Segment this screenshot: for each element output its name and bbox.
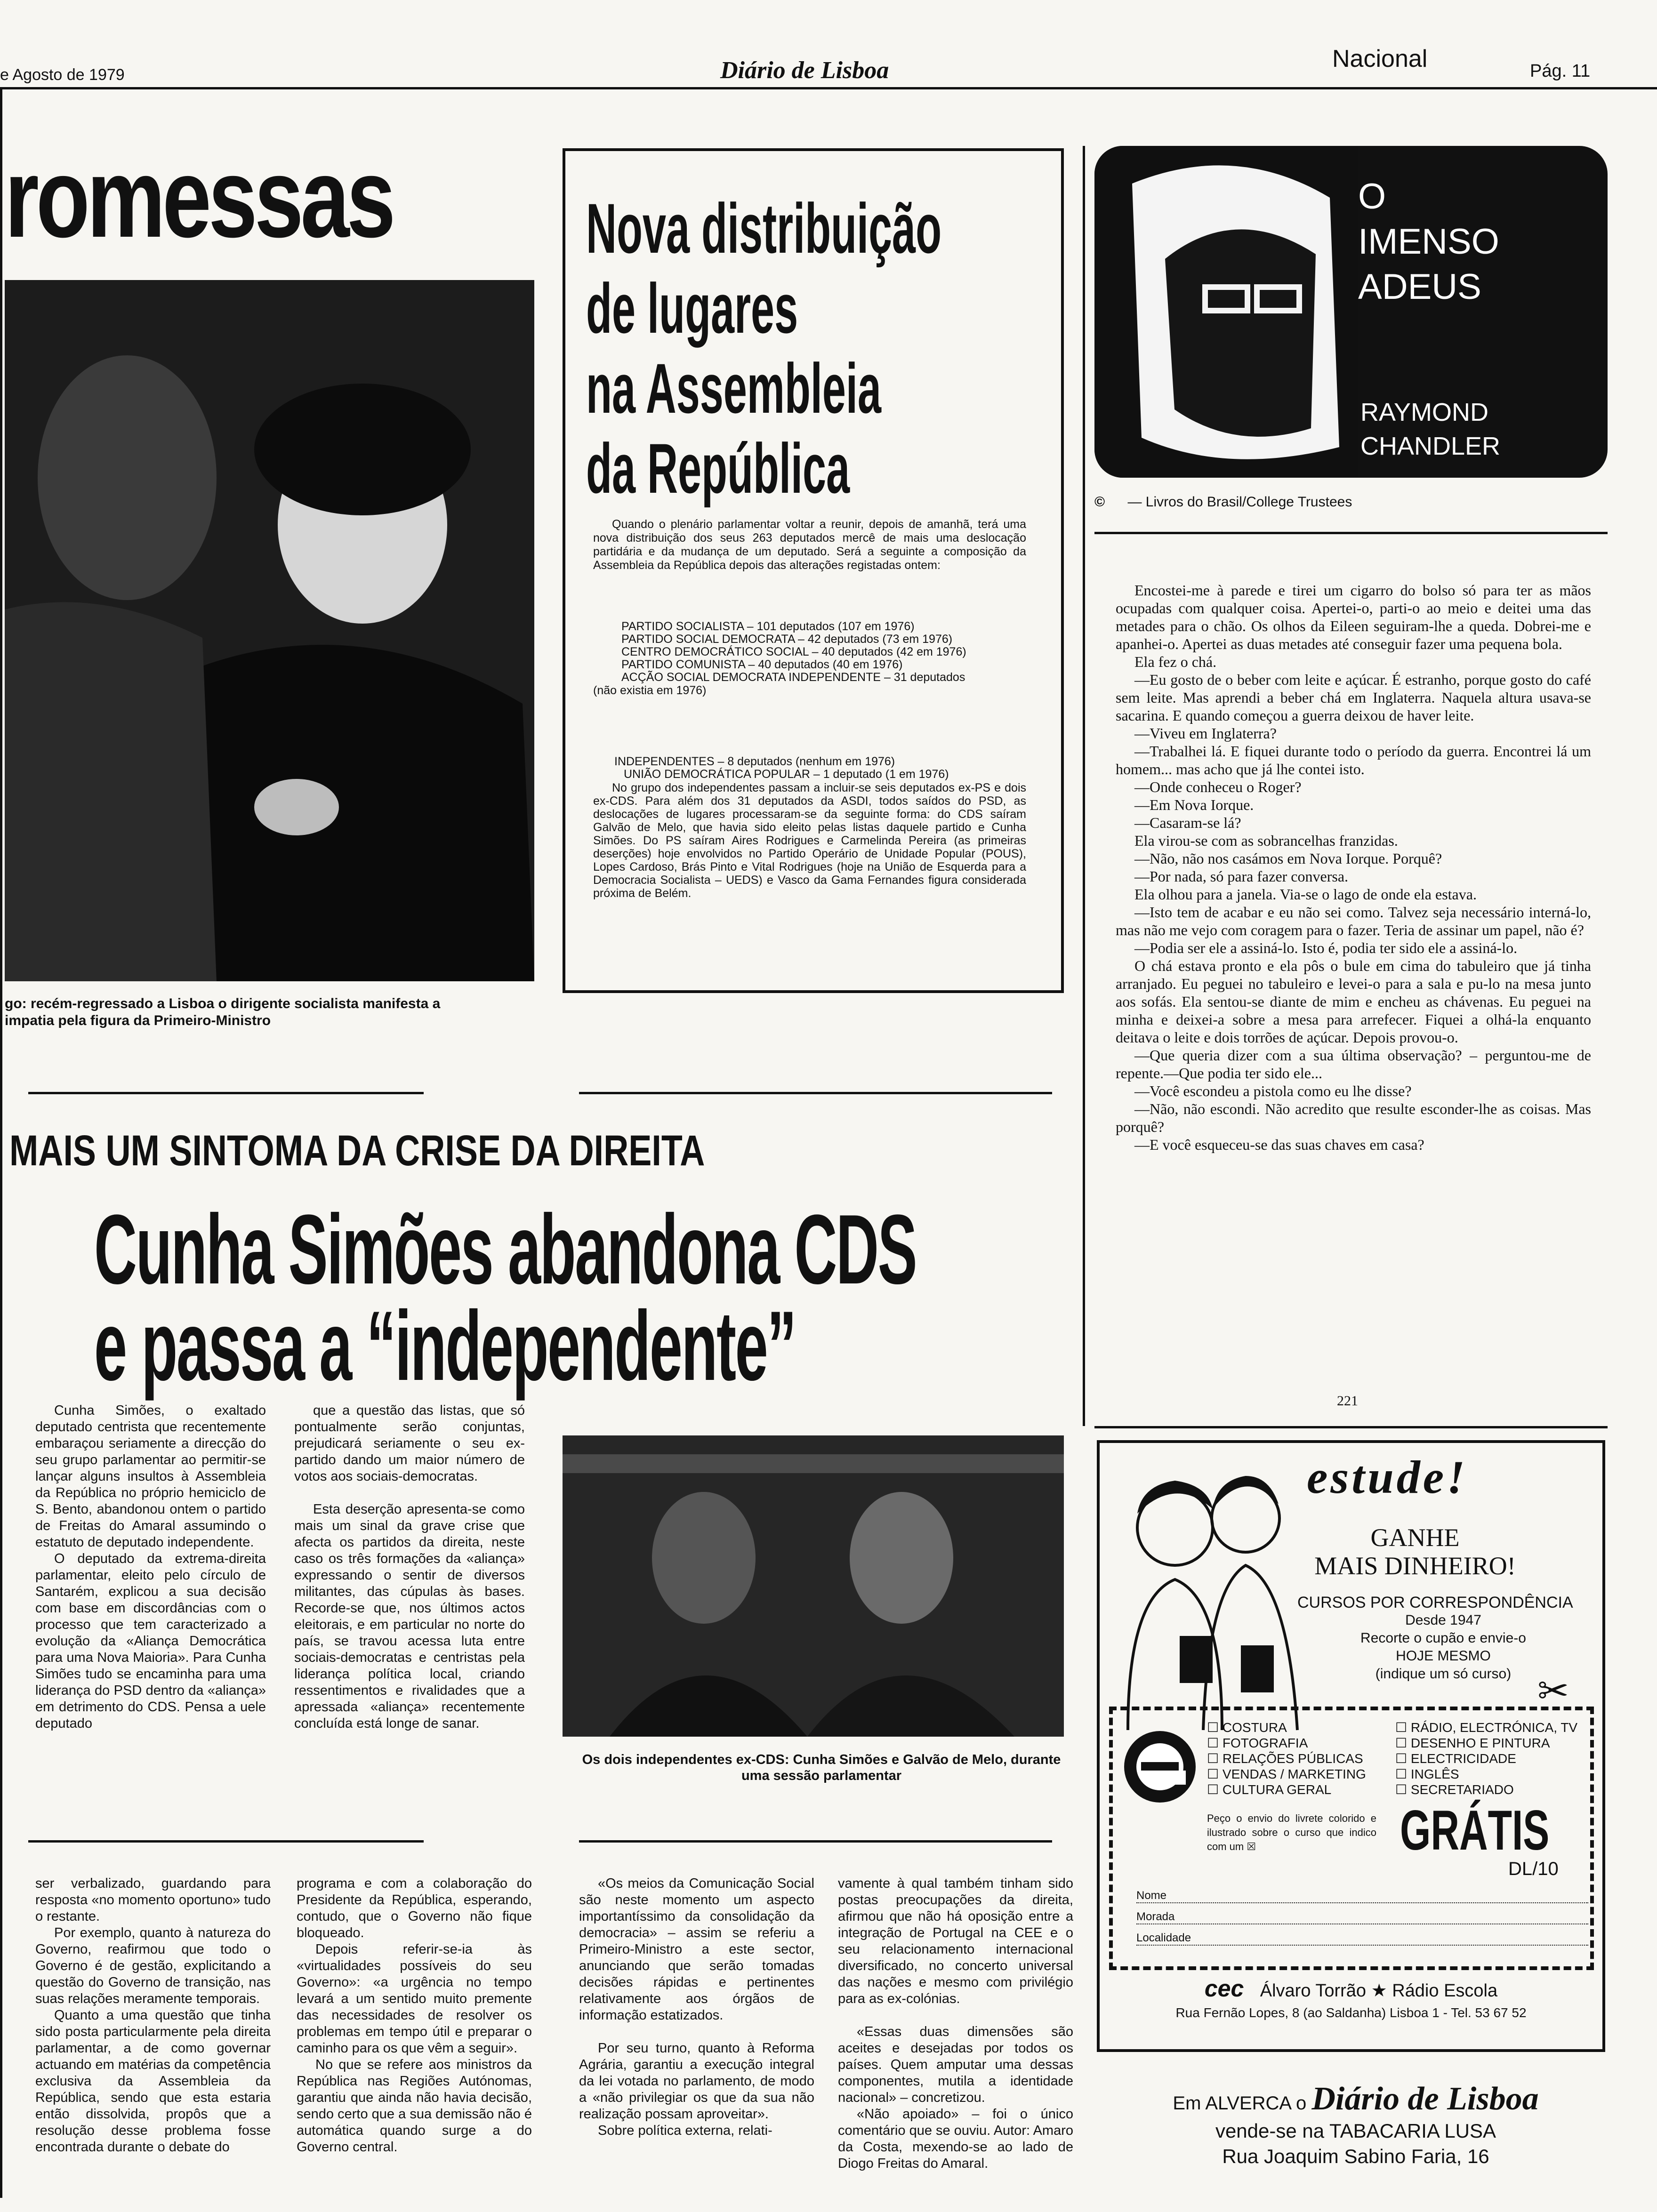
paragraph: Esta deserção apresenta-se como mais um sinal da grave crise que afecta os partidos da direita, neste caso os três formações da «aliança» expressando o sentir de diversos militantes, das cúpulas às bases. Recorde-se que, nos últimos actos eleitorais, e em particular no norte do país, se travou acessa luta entre sociais-democratas e centristas pela liderança política local, criando ressentimentos e rivalidades que a apressada «aliança» recentemente concluída está longe de sanar.	[294, 1502, 525, 1731]
left-photo	[5, 280, 534, 981]
party-list	[621, 620, 1040, 684]
page-number: Pág. 11	[1530, 61, 1591, 81]
paragraph: No que se refere aos ministros da República nas Regiões Autónomas, garantiu que ainda não havia decisão, sendo certo que a sua demissão não é automática quando surge a do Governo central.	[297, 2057, 532, 2155]
section-divider	[579, 1840, 1052, 1843]
paragraph: «Os meios da Comunicação Social são neste momento um aspecto importantíssimo da consolidação da democracia» – assim se referiu a Primeiro-Ministro a este sector, anunciando que serão tomadas decisões rápidas e pertinentes relativamente aos órgãos de informação estatizados.	[579, 1876, 814, 2023]
course-option[interactable]: ☐ CULTURA GERAL	[1207, 1782, 1332, 1797]
course-option[interactable]: ☐ VENDAS / MARKETING	[1207, 1767, 1366, 1781]
header-rule	[0, 87, 1657, 89]
name-field[interactable]	[1136, 1889, 1588, 1903]
students-illustration-icon	[1109, 1457, 1311, 1735]
sales-line: Rua Joaquim Sabino Faria, 16	[1222, 2145, 1489, 2167]
party-item: CENTRO DEMOCRÁTICO SOCIAL – 40 deputados (42 em 1976)	[621, 645, 966, 658]
locality-field-label: Localidade	[1136, 1931, 1191, 1944]
sales-line: vende-se na TABACARIA LUSA	[1215, 2120, 1496, 2142]
e-logo-icon	[1122, 1729, 1198, 1804]
cover-line: CHANDLER	[1360, 432, 1501, 460]
book-rule	[1094, 1426, 1608, 1428]
course-option[interactable]: ☐ RÁDIO, ELECTRÓNICA, TV	[1395, 1720, 1578, 1735]
cover-line: ADEUS	[1358, 267, 1481, 307]
paragraph: —E você esqueceu-se das suas chaves em casa?	[1134, 1136, 1424, 1153]
ad-cta: Recorte o cupão e envie-o	[1360, 1630, 1526, 1646]
locality-field[interactable]	[1136, 1931, 1588, 1946]
name-field-label: Nome	[1136, 1889, 1167, 1902]
ad-since: Desde 1947	[1405, 1612, 1481, 1628]
course-option[interactable]: ☐ DESENHO E PINTURA	[1395, 1736, 1550, 1750]
box-intro: Quando o plenário parlamentar voltar a reunir, depois de amanhã, terá uma nova distribuição dos seus 263 deputados mercê de mais uma deslocação partidária e da mudança de um deputado. Será a seguinte a composição da Assembleia da República depois das alterações registadas ontem:	[593, 518, 1026, 572]
paragraph: —Você escondeu a pistola como eu lhe disse?	[1134, 1082, 1412, 1099]
paragraph: ser verbalizado, guardando para resposta «no momento oportuno» tudo o restante.	[35, 1876, 271, 1924]
paragraph: —Casaram-se lá?	[1134, 814, 1241, 831]
book-rule	[1094, 532, 1608, 534]
paragraph: Sobre política externa, relati-	[598, 2123, 772, 2138]
cec-logo: cec	[1204, 1975, 1244, 2002]
caption-line: impatia pela figura da Primeiro-Ministro	[5, 1013, 271, 1028]
paragraph: Ela virou-se com as sobrancelhas franzidas.	[1134, 832, 1398, 849]
course-ad	[1097, 1440, 1605, 2052]
paragraph: Ela fez o chá.	[1134, 653, 1217, 670]
course-option[interactable]: ☐ SECRETARIADO	[1395, 1782, 1514, 1797]
header-date: e Agosto de 1979	[0, 66, 125, 84]
box-headline-line: de lugares	[586, 269, 798, 348]
ad-request: Peço o envio do livrete colorido e ilustrado sobre o curso que indico com um ☒	[1207, 1812, 1376, 1852]
left-edge-rule	[0, 89, 2, 2198]
column-rule	[1083, 146, 1085, 1426]
paragraph: —Isto tem de acabar e eu não sei como. Talvez seja necessário interná-lo, mas não me vejo com coragem para o fazer. Teria de assinar um papel, não é?	[1116, 904, 1591, 938]
sales-notice	[1120, 2080, 1591, 2168]
cover-author	[1360, 395, 1500, 463]
cover-line: IMENSO	[1358, 222, 1499, 262]
ad-footer-names: Álvaro Torrão ★ Rádio Escola	[1260, 1981, 1498, 2001]
paragraph: O deputado da extrema-direita parlamentar, eleito pelo círculo de Santarém, explicou a sua decisão com base em discordâncias com o processo que tem caracterizado a evolução da «Aliança Democrática para uma Nova Maioria». Para Cunha Simões tudo se encaminha para uma liderança do PSD dentro da «aliança» em detrimento do CDS. Pensa a uele deputado	[35, 1551, 266, 1731]
book-text	[1116, 581, 1591, 1154]
course-option[interactable]: ☐ INGLÊS	[1395, 1767, 1459, 1781]
paragraph: que a questão das listas, que só pontualmente serão conjuntas, prejudicará seriamente o seu ex-partido dando um maior número de votos aos sociais-democratas.	[294, 1403, 525, 1484]
main-photo	[563, 1435, 1064, 1737]
main-headline-line: e passa a “independente”	[94, 1290, 796, 1401]
others-item: UNIÃO DEMOCRÁTICA POPULAR – 1 deputado (1 em 1976)	[624, 768, 949, 781]
paragraph: Por exemplo, quanto à natureza do Governo, reafirmou que todo o Governo é de gestão, explicitando a questão do Governo de transição, nas suas relações meramente temporais.	[35, 1925, 271, 2006]
paragraph: Encostei-me à parede e tirei um cigarro do bolso só para ter as mãos ocupadas com qualquer coisa. Apertei-o, parti-o ao meio e deitei uma das metades para o chão. Os olhos da Eileen seguiram-lhe a queda. Dobrei-me e apanhei-o. Apertei as duas metades até conseguir fazer uma pequena bola.	[1116, 582, 1591, 652]
party-item: ACÇÃO SOCIAL DEMOCRATA INDEPENDENTE – 31 deputados	[621, 671, 965, 684]
coupon	[1109, 1707, 1594, 1970]
address-field[interactable]	[1136, 1910, 1588, 1924]
course-options-left[interactable]	[1207, 1720, 1366, 1797]
scissors-icon: ✂	[1537, 1670, 1569, 1712]
section-label: Nacional	[1332, 45, 1428, 72]
masthead: Diário de Lisboa	[720, 57, 889, 84]
box-closing: No grupo dos independentes passam a incluir-se seis deputados ex-PS e dois ex-CDS. Para além dos 31 deputados da ASDI, todos saídos do PSD, as deslocações de lugares processaram-se da seguinte forma: do CDS saíram Galvão de Melo, que havia sido eleito pelas listas daquele partido e Cunha Simões. Do PS saíram Aires Rodrigues e Carmelinda Pereira (as primeiras deserções) hoje envolvidos no Partido Operário de Unidade Popular (POUS), Lopes Cardoso, Brás Pinto e Vital Rodrigues (hoje na União de Esquerda para a Democracia Socialista – UEDS) e Vasco da Gama Fernandes figura considerada próxima de Belém.	[593, 781, 1026, 900]
paragraph: —Podia ser ele a assiná-lo. Isto é, podia ter sido ele a assiná-lo.	[1134, 939, 1518, 956]
sales-paper-logo: Diário de Lisboa	[1311, 2081, 1539, 2117]
caption-line: go: recém-regressado a Lisboa o dirigente socialista manifesta a	[5, 996, 441, 1011]
sales-line	[1120, 2080, 1591, 2118]
bottom-col-2	[297, 1875, 532, 2156]
box-headline-line: da República	[586, 429, 850, 508]
paragraph: —Trabalhei lá. E fiquei durante todo o período da guerra. Encontrei lá um homem... mas acho que já lhe contei isto.	[1116, 743, 1591, 777]
book-credit	[1094, 494, 1352, 510]
main-col-1	[35, 1403, 266, 1732]
bottom-col-4	[838, 1875, 1073, 2172]
assembly-box-headline	[586, 188, 1179, 508]
paragraph: programa e com a colaboração do Presidente da República, esperando, contudo, que o Governo não fique bloqueado.	[297, 1876, 532, 1940]
main-col-2	[294, 1403, 525, 1732]
paragraph: «Essas duas dimensões são aceites e desejadas por todos os países. Quem amputar uma dessas componentes, mutila a identidade nacional» – concretizou.	[838, 2024, 1073, 2105]
ad-cta: (indique um só curso)	[1375, 1666, 1512, 1682]
copyright-icon: ©	[1094, 494, 1105, 510]
party-item: PARTIDO SOCIAL DEMOCRATA – 42 deputados (73 em 1976)	[621, 633, 953, 646]
paragraph: —Em Nova Iorque.	[1134, 796, 1254, 813]
paragraph: —Por nada, só para fazer conversa.	[1134, 868, 1349, 885]
photo-illustration	[5, 280, 534, 981]
paragraph: Cunha Simões, o exaltado deputado centrista que recentemente embaraçou seriamente a direcção do seu grupo parlamentar ao permitir-se lançar alguns insultos à Assembleia da República no próprio hemiciclo de S. Bento, abandonou ontem o partido de Freitas do Amaral assumindo o estatuto de deputado independente.	[35, 1403, 266, 1550]
course-option[interactable]: ☐ COSTURA	[1207, 1720, 1287, 1735]
paragraph: vamente à qual também tinham sido postas preocupações da direita, afirmou que não há oposição entre a integração de Portugal na CEE e o seu relacionamento internacional diversificado, no concerto universal das nações e mesmo com privilégio para as ex-colónias.	[838, 1876, 1073, 2006]
headline-fragment: romessas	[5, 135, 393, 261]
paragraph: Ela olhou para a janela. Via-se o lago de onde ela estava.	[1134, 886, 1477, 903]
paragraph: Quanto a uma questão que tinha sido posta particularmente pela direita parlamentar, a de como governar actuando em matérias da competência exclusiva da Assembleia da República, sendo que esta estaria então dissolvida, propôs que a resolução desse problema fosse encontrada durante o debate do	[35, 2008, 271, 2155]
book-cover	[1094, 146, 1608, 478]
others-item: INDEPENDENTES – 8 deputados (nenhum em 1976)	[614, 755, 895, 768]
ad-slogan: GANHE	[1370, 1523, 1460, 1552]
party-item: PARTIDO COMUNISTA – 40 deputados (40 em 1976)	[621, 658, 903, 671]
section-divider	[579, 1092, 1052, 1094]
paragraph: —Onde conheceu o Roger?	[1134, 778, 1302, 795]
main-headline-line: Cunha Simões abandona CDS	[94, 1194, 917, 1305]
box-headline-line: na Assembleia	[586, 349, 881, 428]
book-page-number: 221	[1337, 1393, 1358, 1409]
paragraph: «Não apoiado» – foi o único comentário que se ouviu. Autor: Amaro da Costa, mexendo-se ao lado de Diogo Freitas do Amaral.	[838, 2107, 1073, 2171]
section-divider	[28, 1092, 424, 1094]
paragraph: —Viveu em Inglaterra?	[1134, 725, 1277, 742]
party-item: PARTIDO SOCIALISTA – 101 deputados (107 em 1976)	[621, 620, 915, 633]
course-option[interactable]: ☐ ELECTRICIDADE	[1395, 1751, 1516, 1766]
cover-line: O	[1358, 176, 1386, 216]
ad-footer	[1100, 1975, 1602, 2002]
paragraph: —Não, não nos casámos em Nova Iorque. Porquê?	[1134, 850, 1442, 867]
section-divider	[28, 1840, 424, 1843]
party-note: (não existia em 1976)	[593, 684, 707, 697]
others-list	[614, 755, 1033, 781]
ad-free: GRÁTIS	[1400, 1799, 1550, 1862]
left-photo-caption	[5, 995, 440, 1029]
course-option[interactable]: ☐ FOTOGRAFIA	[1207, 1736, 1308, 1750]
cover-line: RAYMOND	[1360, 398, 1489, 426]
ad-brand: estude!	[1307, 1451, 1468, 1503]
course-options-right[interactable]	[1395, 1720, 1577, 1797]
ad-cta: HOJE MESMO	[1396, 1648, 1491, 1664]
main-kicker: MAIS UM SINTOMA DA CRISE DA DIREITA	[9, 1127, 705, 1175]
ad-address: Rua Fernão Lopes, 8 (ao Saldanha) Lisboa 1 - Tel. 53 67 52	[1175, 2005, 1527, 2020]
ad-slogan: MAIS DINHEIRO!	[1314, 1552, 1516, 1580]
address-field-label: Morada	[1136, 1910, 1175, 1923]
paragraph: —Não, não escondi. Não acredito que resulte esconder-lhe as coisas. Mas porquê?	[1116, 1100, 1591, 1135]
main-headline	[94, 1194, 917, 1401]
bottom-col-3	[579, 1875, 814, 2139]
paragraph: O chá estava pronto e ela pôs o bule em cima do tabuleiro que já tinha arranjado. Eu peguei no tabuleiro e levei-o para a sala e pu-lo na mesa junto aos sofás. Ela sentou-se diante de mim e encheu as chávenas. Eu peguei na minha e deixei-a sobre a mesa para arrefecer. Fiquei a olhá-la enquanto deitava o leite e dois torrões de açúcar. Depois provou-o.	[1116, 957, 1591, 1046]
sales-prefix: Em ALVERCA o	[1173, 2093, 1307, 2114]
bottom-col-1	[35, 1875, 271, 2156]
ad-code: DL/10	[1508, 1859, 1559, 1879]
ad-courses: CURSOS POR CORRESPONDÊNCIA	[1297, 1594, 1573, 1611]
paragraph: —Eu gosto de o beber com leite e açúcar. É estranho, porque gosto do café sem leite. Mas aprendi a beber chá em Inglaterra. Naquela altura usava-se sacarina. E quando começou a guerra deixou de haver leite.	[1116, 671, 1591, 724]
photo-illustration	[563, 1435, 1064, 1737]
course-option[interactable]: ☐ RELAÇÕES PÚBLICAS	[1207, 1751, 1363, 1766]
main-photo-caption: Os dois independentes ex-CDS: Cunha Simões e Galvão de Melo, durante uma sessão parlamentar	[582, 1752, 1061, 1783]
author-portrait-icon	[1094, 146, 1608, 478]
box-headline-line: Nova distribuição	[586, 189, 942, 268]
credit-text: — Livros do Brasil/College Trustees	[1127, 494, 1352, 510]
paragraph: Por seu turno, quanto à Reforma Agrária, garantiu a execução integral da lei votada no parlamento, de modo a «não privilegiar os que da sua não realização possam aproveitar».	[579, 2041, 814, 2122]
paragraph: —Que queria dizer com a sua última observação? – perguntou-me de repente.—Que podia ter sido ele...	[1116, 1047, 1591, 1082]
paragraph: Depois referir-se-ia às «virtualidades possíveis do seu Governo»: «a urgência no tempo levará a um sentido muito premente das necessidades de resolver os problemas em tempo útil e preparar o caminho para os que vêm a seguir».	[297, 1942, 532, 2056]
cover-title	[1358, 174, 1499, 310]
